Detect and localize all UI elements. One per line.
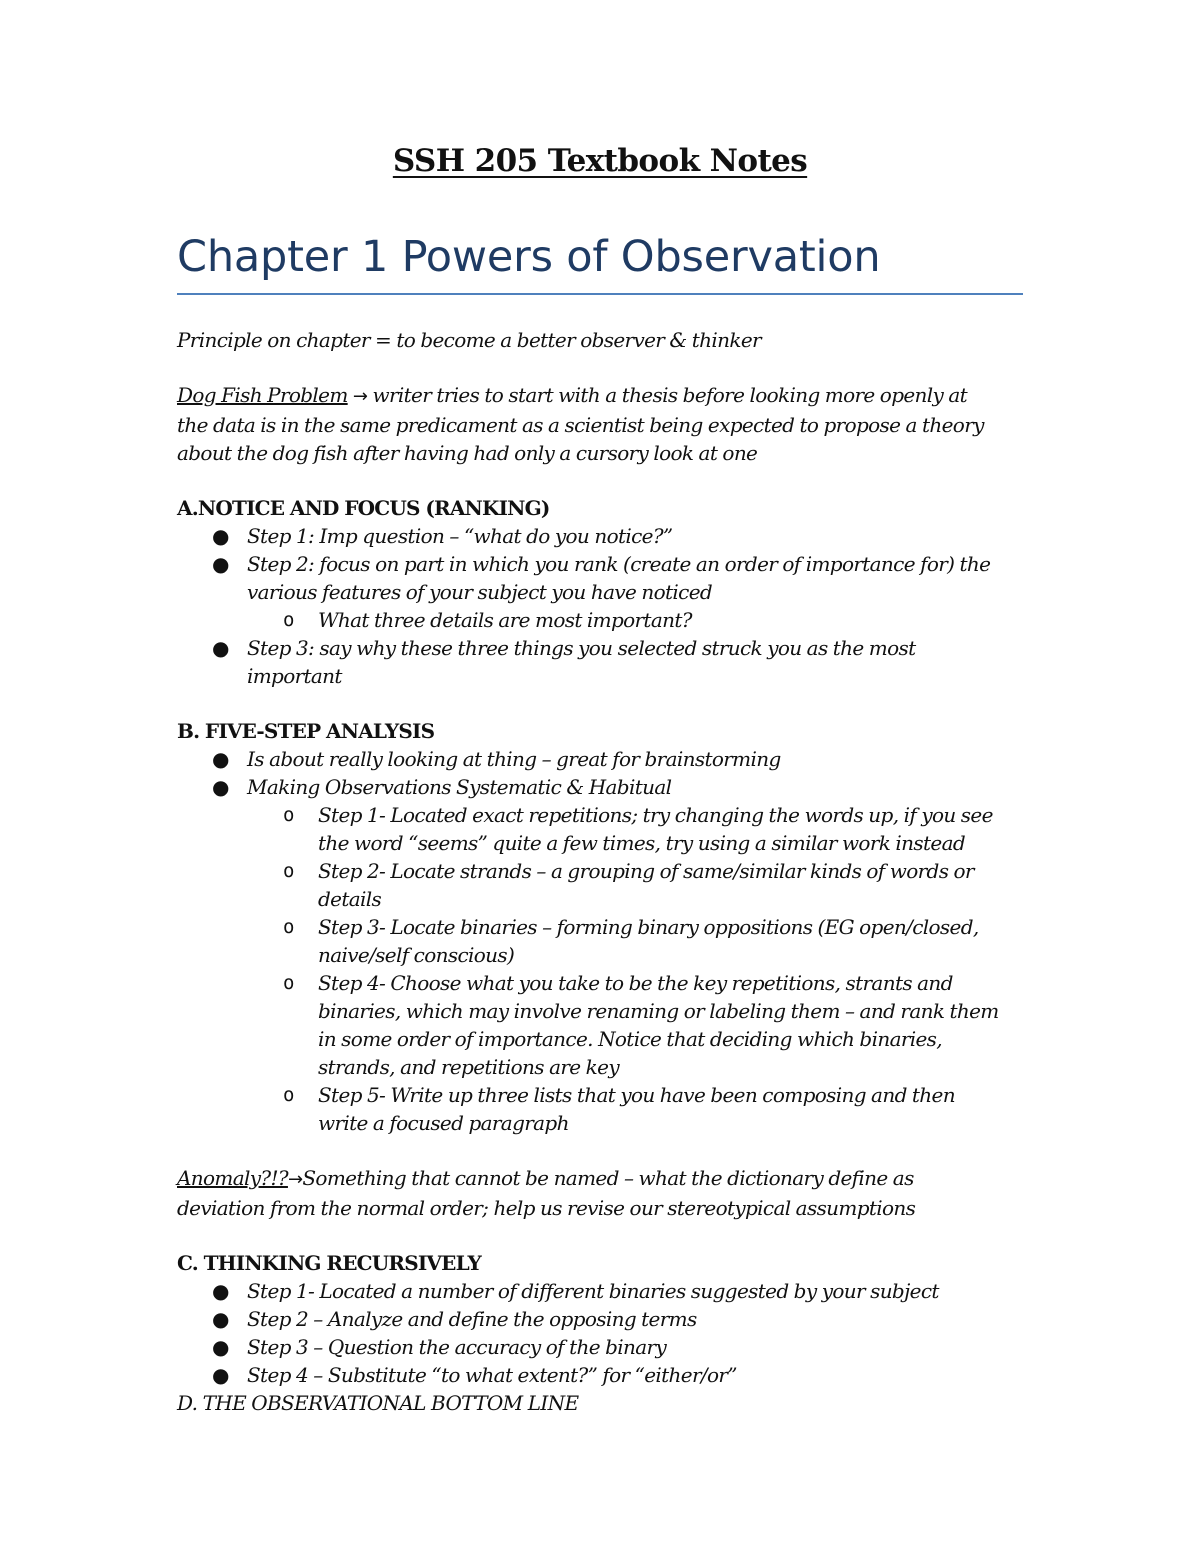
list-item-text: Step 2 – Analyze and define the opposing terms [247,1307,697,1331]
list-item-text: Is about really looking at thing – great for brainstorming [247,747,781,771]
sub-list-item-text: Step 5- Write up three lists that you have been composing and then [318,1083,955,1107]
sub-list-item-text: strands, and repetitions are key [318,1055,619,1079]
sub-list-item-text: the word “seems” quite a few times, try using a similar work instead [318,831,965,855]
hollow-bullet-icon: o [283,860,294,882]
sub-list-item [177,913,1037,969]
list-item [177,522,1037,550]
sub-list-item-text: What three details are most important? [318,608,692,632]
sub-list-item [177,606,1037,634]
hollow-bullet-icon: o [283,972,294,994]
sub-list-item [177,1081,1037,1137]
right-arrow-icon: → [352,386,368,407]
list-item-text: Step 1: Imp question – “what do you notice?” [247,524,673,548]
list-item-text: Step 3: say why these three things you selected struck you as the most [247,636,916,660]
right-arrow-icon: → [287,1169,303,1190]
bullet-icon: ● [212,1335,229,1359]
anomaly-label: Anomaly?!? [177,1166,288,1190]
bullet-icon: ● [212,636,229,660]
bullet-icon: ● [212,775,229,799]
dogfish-paragraph [177,381,1037,467]
list-item [177,1333,1037,1361]
list-item-text: Step 2: focus on part in which you rank (create an order of importance for) the [247,552,991,576]
hollow-bullet-icon: o [283,916,294,938]
list-item [177,1277,1037,1305]
section-c-heading: C. THINKING RECURSIVELY [177,1251,482,1275]
list-item [177,634,1037,690]
chapter-heading: Chapter 1 Powers of Observation [177,232,881,282]
chapter-heading-rule [177,293,1023,295]
sub-list-item-text: Step 3- Locate binaries – forming binary oppositions (EG open/closed, [318,915,979,939]
sub-list-item-text: Step 1- Located exact repetitions; try changing the words up, if you see [318,803,993,827]
anomaly-paragraph [177,1164,1037,1222]
sub-list-item-text: Step 2- Locate strands – a grouping of same/similar kinds of words or [318,859,974,883]
anomaly-line-2: deviation from the normal order; help us revise our stereotypical assumptions [177,1196,916,1220]
principle-line: Principle on chapter = to become a better observer & thinker [177,328,761,352]
section-a-heading: A.NOTICE AND FOCUS (RANKING) [177,496,550,520]
list-item-text: various features of your subject you have noticed [247,580,713,604]
sub-list-item-text: naive/self conscious) [318,943,515,967]
sub-list-item-text: details [318,887,382,911]
dogfish-line-1: writer tries to start with a thesis before looking more openly at [367,383,968,407]
bullet-icon: ● [212,552,229,576]
list-item-text: Step 4 – Substitute “to what extent?” for “either/or” [247,1363,737,1387]
hollow-bullet-icon: o [283,804,294,826]
notes-body [177,326,1037,1417]
list-item-text: Step 1- Located a number of different binaries suggested by your subject [247,1279,939,1303]
sub-list-item-text: binaries, which may involve renaming or labeling them – and rank them [318,999,999,1023]
list-item [177,773,1037,801]
list-item-text: important [247,664,342,688]
sub-list-item-text: write a focused paragraph [318,1111,569,1135]
sub-list-item [177,857,1037,913]
bullet-icon: ● [212,1363,229,1387]
document-title: SSH 205 Textbook Notes [392,143,808,179]
hollow-bullet-icon: o [283,1084,294,1106]
list-item [177,745,1037,773]
list-item-text: Making Observations Systematic & Habitual [247,775,672,799]
sub-list-item-text: Step 4- Choose what you take to be the key repetitions, strants and [318,971,953,995]
list-item [177,550,1037,606]
hollow-bullet-icon: o [283,609,294,631]
bullet-icon: ● [212,1307,229,1331]
section-d-heading: D. THE OBSERVATIONAL BOTTOM LINE [177,1391,579,1415]
sub-list-item [177,801,1037,857]
sub-list-item-text: in some order of importance. Notice that deciding which binaries, [318,1027,943,1051]
section-b-heading: B. FIVE-STEP ANALYSIS [177,719,435,743]
dogfish-line-3: about the dog fish after having had only a cursory look at one [177,441,758,465]
list-item [177,1305,1037,1333]
bullet-icon: ● [212,1279,229,1303]
list-item [177,1361,1037,1389]
list-item-text: Step 3 – Question the accuracy of the binary [247,1335,667,1359]
anomaly-line-1: Something that cannot be named – what the dictionary define as [302,1166,914,1190]
bullet-icon: ● [212,747,229,771]
dogfish-label: Dog Fish Problem [177,383,348,407]
bullet-icon: ● [212,524,229,548]
dogfish-line-2: the data is in the same predicament as a scientist being expected to propose a theory [177,413,984,437]
sub-list-item [177,969,1037,1081]
